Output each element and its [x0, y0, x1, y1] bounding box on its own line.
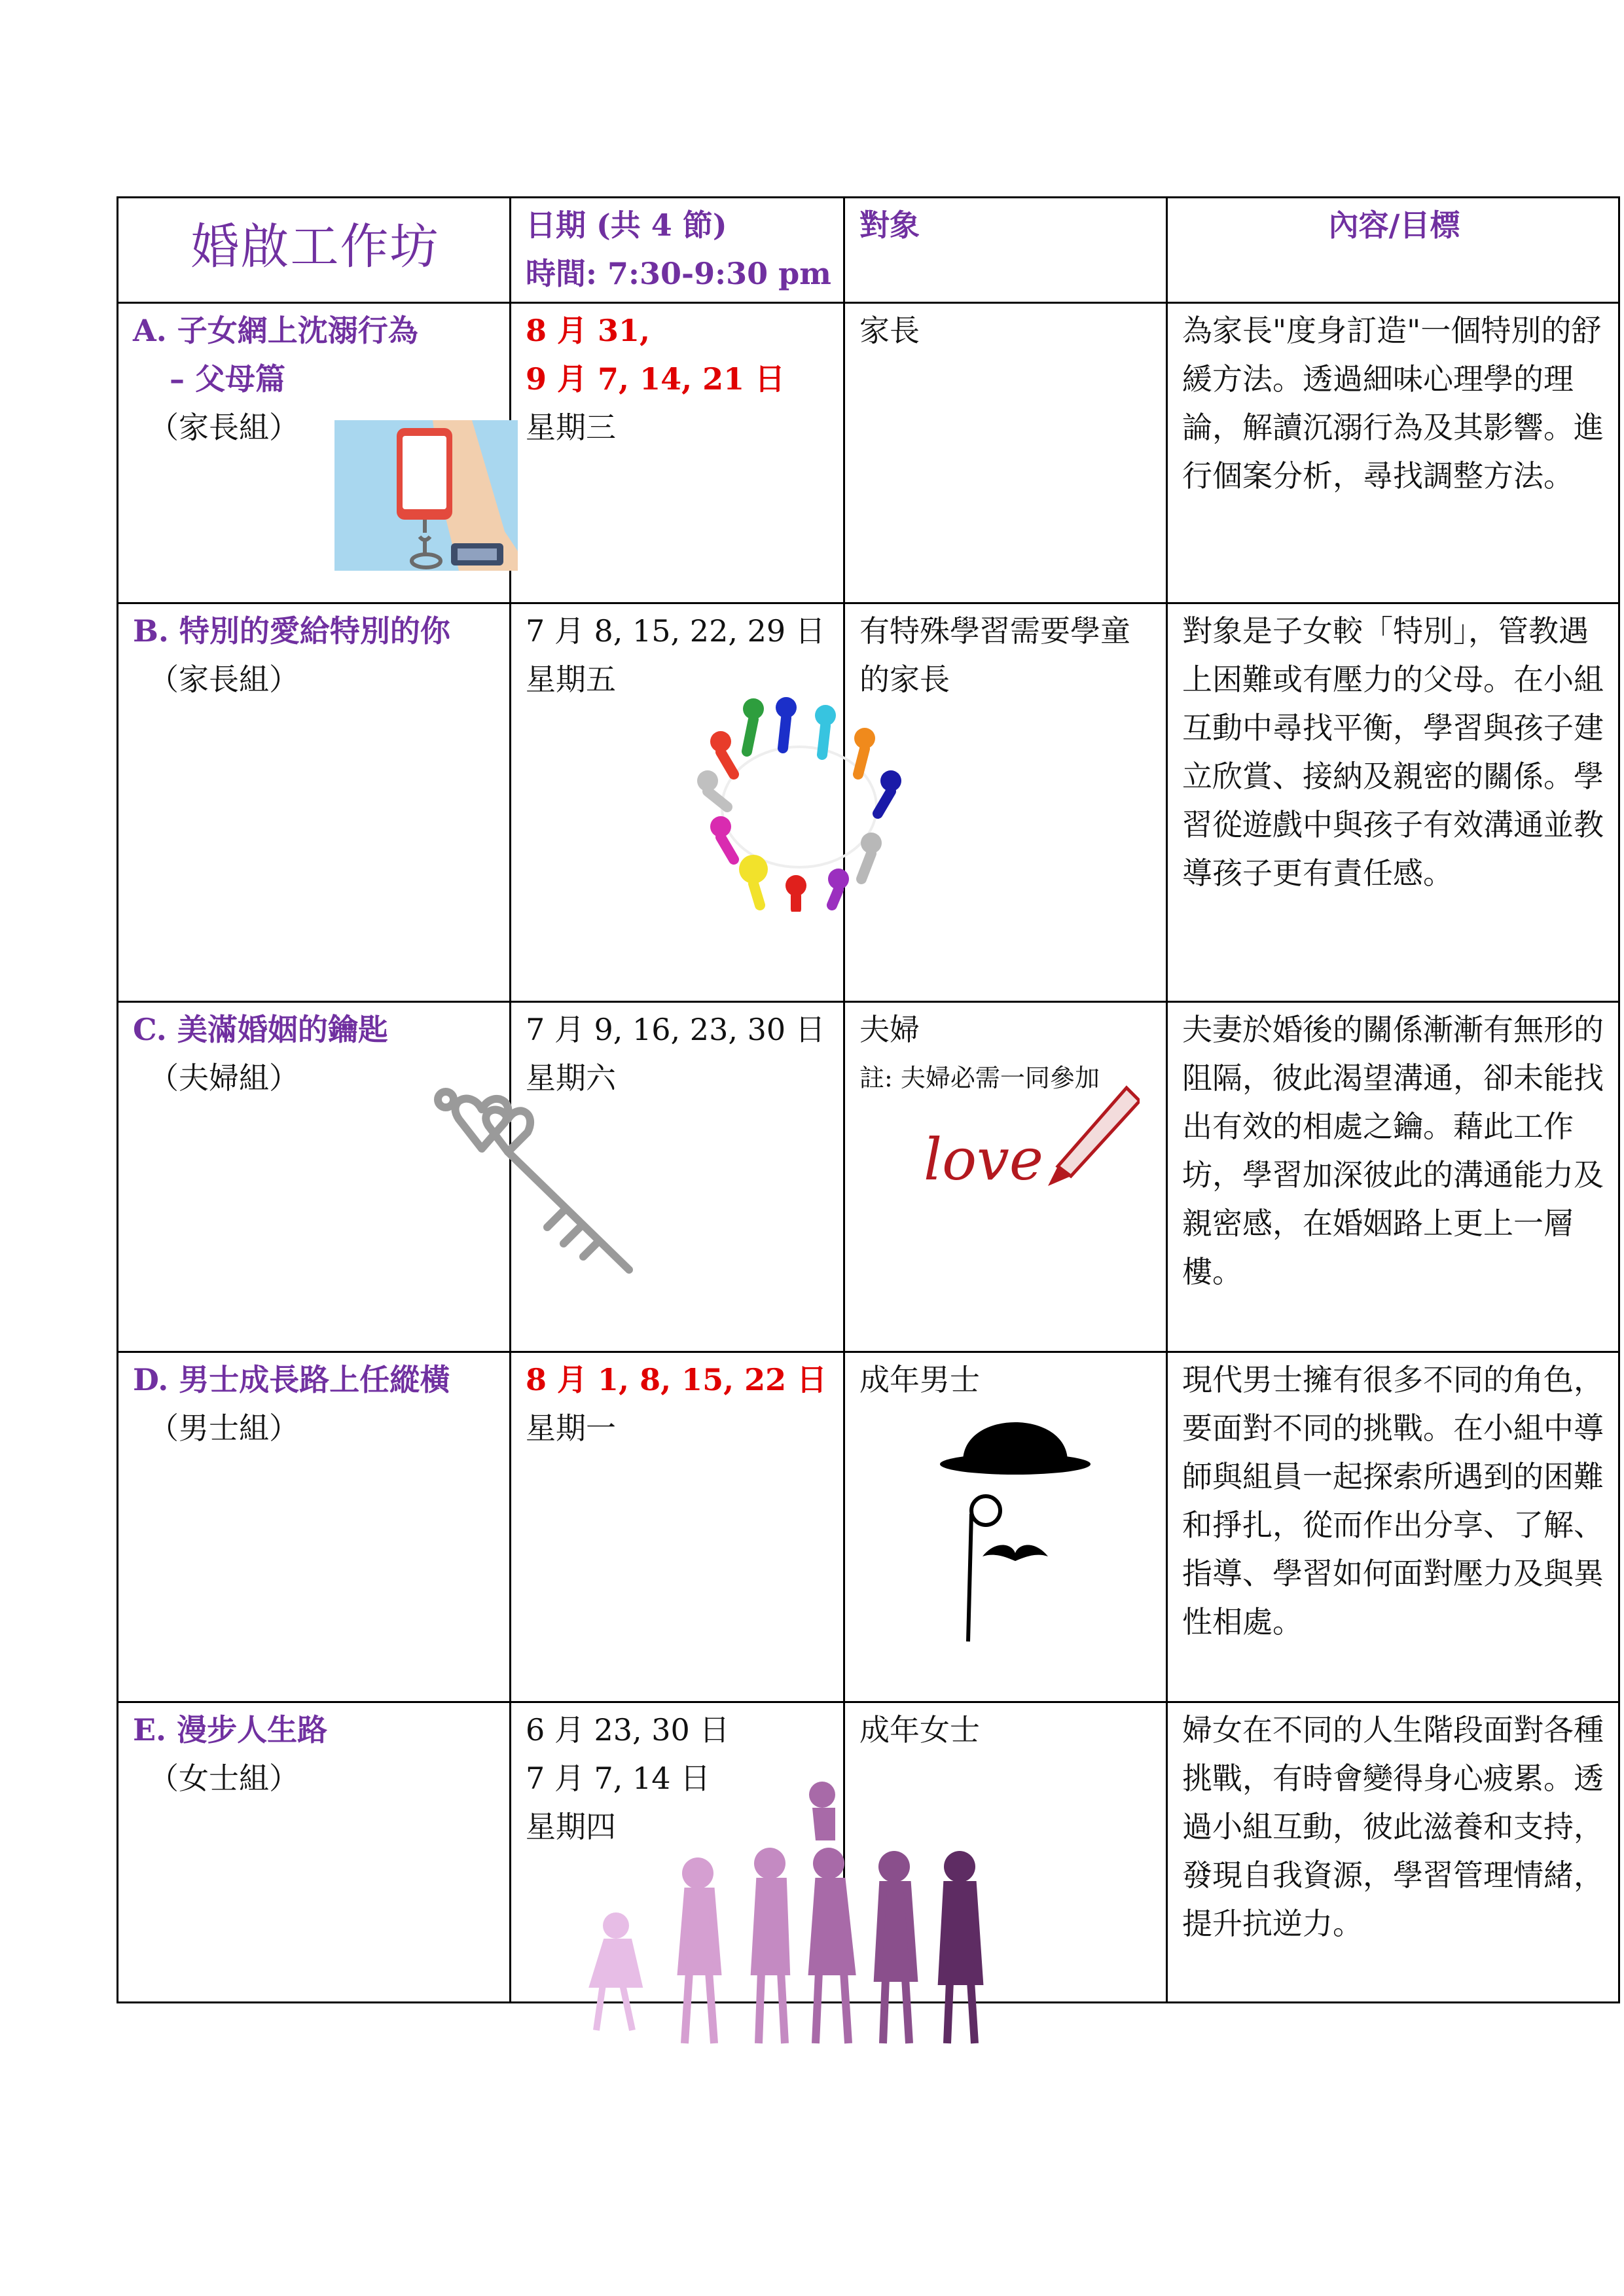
header-date-cell: [511, 198, 844, 303]
target: 有特殊學習需要學童的家長: [859, 613, 1130, 697]
date-line: 7 月 8, 15, 22, 29 日: [526, 613, 825, 649]
date-cell: [511, 1702, 844, 2003]
program-group: （家長組）: [149, 410, 299, 445]
date-line: 9 月 7, 14, 21 日: [526, 361, 785, 397]
content-cell: [1167, 303, 1619, 603]
target-cell: [844, 1352, 1167, 1702]
content-cell: [1167, 1002, 1619, 1352]
program-title: C. 美滿婚姻的鑰匙: [133, 1012, 388, 1047]
program-cell: [118, 603, 511, 1002]
table-row: [118, 1002, 1619, 1352]
program-cell: [118, 1352, 511, 1702]
date-line: 7 月 9, 16, 23, 30 日: [526, 1012, 825, 1047]
content-text: 為家長"度身訂造"一個特別的舒緩方法。透過細味心理學的理論，解讀沉溺行為及其影響。進行個案分析，尋找調整方法。: [1182, 313, 1604, 493]
program-cell: [118, 1002, 511, 1352]
date-cell: [511, 1002, 844, 1352]
weekday: 星期一: [526, 1410, 616, 1446]
program-cell: [118, 303, 511, 603]
program-title: E. 漫步人生路: [133, 1712, 328, 1748]
weekday: 星期四: [526, 1809, 616, 1844]
content-header: 內容/目標: [1328, 207, 1460, 243]
program-title: D. 男士成長路上任縱橫: [133, 1362, 450, 1397]
weekday: 星期三: [526, 410, 616, 445]
program-title: B. 特別的愛給特別的你: [133, 613, 450, 649]
time-header: 時間: 7:30-9:30 pm: [526, 256, 831, 291]
target-cell: [844, 1002, 1167, 1352]
weekday: 星期六: [526, 1060, 616, 1096]
date-header: 日期 (共 4 節): [526, 207, 727, 243]
program-group: （夫婦組）: [149, 1060, 299, 1096]
target-cell: [844, 303, 1167, 603]
header-target-cell: [844, 198, 1167, 303]
target-header: 對象: [859, 207, 920, 243]
date-line: 8 月 1, 8, 15, 22 日: [526, 1362, 827, 1397]
workshop-schedule: [117, 196, 1604, 2003]
table-row: [118, 1702, 1619, 2003]
content-text: 現代男士擁有很多不同的角色，要面對不同的挑戰。在小組中導師與組員一起探索所遇到的困難和掙扎，從而作出分享、了解、指導、學習如何面對壓力及與異性相處。: [1182, 1362, 1604, 1640]
program-title: A. 子女網上沈溺行為: [133, 313, 418, 348]
target: 夫婦: [859, 1012, 920, 1047]
date-cell: [511, 303, 844, 603]
program-cell: [118, 1702, 511, 2003]
target-cell: [844, 603, 1167, 1002]
table-row: [118, 603, 1619, 1002]
target-cell: [844, 1702, 1167, 2003]
gentleman-hat-mustache-icon: [937, 1396, 1094, 1645]
table-row: [118, 1352, 1619, 1702]
content-text: 對象是子女較「特別」，管教遇上困難或有壓力的父母。在小組互動中尋找平衡，學習與孩子建立欣賞、接納及親密的關係。學習從遊戲中與孩子有效溝通並教導孩子更有責任感。: [1182, 613, 1604, 891]
target-note: 註: 夫婦必需一同參加: [859, 1064, 1100, 1092]
phone-handcuff-icon: [334, 420, 518, 571]
love-pen-icon: [917, 1075, 1140, 1199]
workshop-table: [117, 196, 1620, 2003]
program-group: （男士組）: [149, 1410, 299, 1446]
content-cell: [1167, 1702, 1619, 2003]
content-text: 婦女在不同的人生階段面對各種挑戰，有時會變得身心疲累。透過小組互動，彼此滋養和支持，發現自我資源，學習管理情緒，提升抗逆力。: [1182, 1712, 1604, 1941]
header-content-cell: [1167, 198, 1619, 303]
table-row: [118, 303, 1619, 603]
date-line: 8 月 31,: [526, 313, 651, 348]
program-subtitle: – 父母篇: [170, 361, 286, 397]
weekday: 星期五: [526, 662, 616, 697]
date-line: 7 月 7, 14 日: [526, 1761, 711, 1796]
target: 成年女士: [859, 1712, 980, 1748]
date-cell: [511, 1352, 844, 1702]
header-title-cell: [118, 198, 511, 303]
content-cell: [1167, 1352, 1619, 1702]
program-group: （家長組）: [149, 662, 299, 697]
program-group: （女士組）: [149, 1761, 299, 1796]
date-line: 6 月 23, 30 日: [526, 1712, 730, 1748]
target: 家長: [859, 313, 920, 348]
header-row: [118, 198, 1619, 303]
love-pen-text: love: [924, 1126, 1043, 1193]
date-cell: [511, 603, 844, 1002]
page-title: 婚啟工作坊: [190, 219, 440, 275]
content-text: 夫妻於婚後的關係漸漸有無形的阻隔，彼此渴望溝通，卻未能找出有效的相處之鑰。藉此工作坊，學習加深彼此的溝通能力及親密感，在婚姻路上更上一層樓。: [1182, 1012, 1604, 1289]
target: 成年男士: [859, 1362, 980, 1397]
content-cell: [1167, 603, 1619, 1002]
